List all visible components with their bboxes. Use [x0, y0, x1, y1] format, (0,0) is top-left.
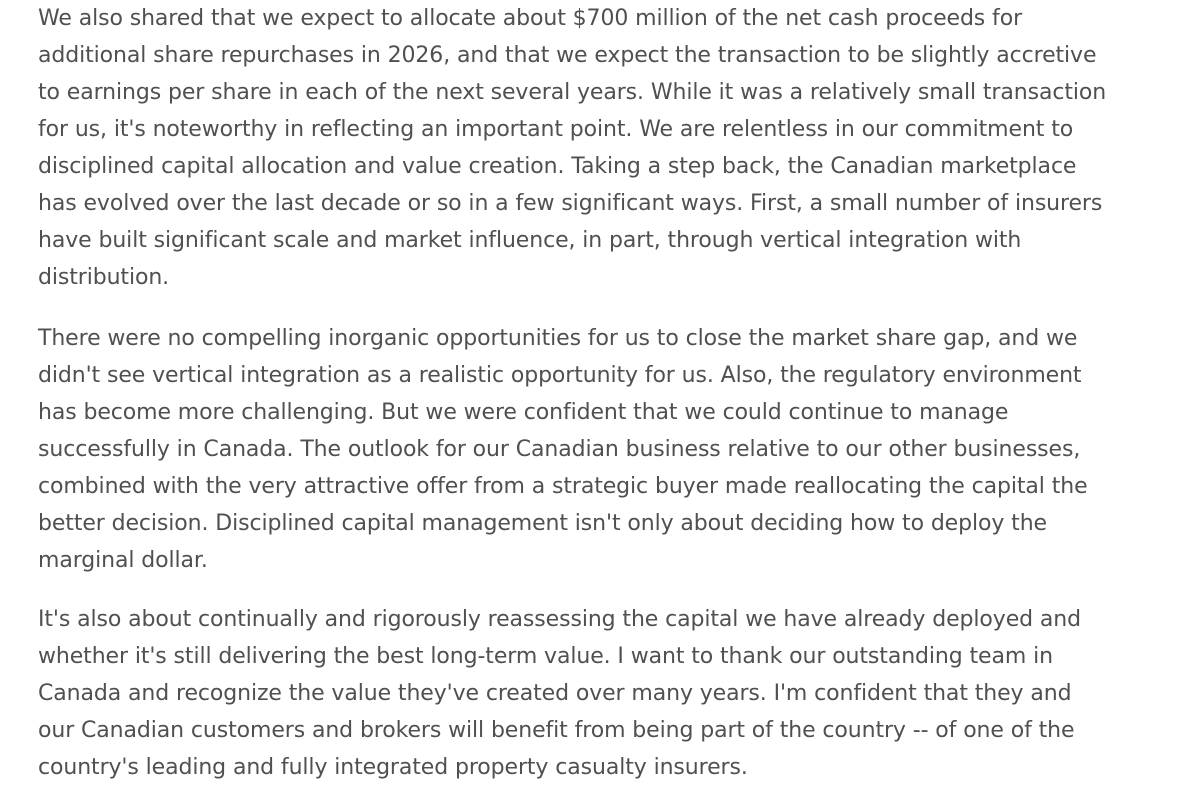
text-line: didn't see vertical integration as a realistic opportunity for us. Also, the regulatory environment — [38, 363, 1082, 388]
text-line: country's leading and fully integrated property casualty insurers. — [38, 755, 748, 780]
paragraph-2 — [38, 320, 1088, 579]
text-line: has become more challenging. But we were confident that we could continue to manage — [38, 400, 1009, 425]
text-line: additional share repurchases in 2026, and that we expect the transaction to be slightly accretive — [38, 43, 1097, 68]
text-line: Canada and recognize the value they've created over many years. I'm confident that they and — [38, 681, 1072, 706]
text-line: for us, it's noteworthy in reflecting an important point. We are relentless in our commitment to — [38, 117, 1074, 142]
text-line: combined with the very attractive offer from a strategic buyer made reallocating the capital the — [38, 474, 1088, 499]
text-line: has evolved over the last decade or so in a few significant ways. First, a small number of insurers — [38, 191, 1103, 216]
text-line: successfully in Canada. The outlook for our Canadian business relative to our other businesses, — [38, 437, 1081, 462]
paragraph-1 — [38, 0, 1106, 296]
text-line: to earnings per share in each of the next several years. While it was a relatively small transaction — [38, 80, 1107, 105]
text-line: better decision. Disciplined capital management isn't only about deciding how to deploy the — [38, 511, 1047, 536]
paragraph-3 — [38, 601, 1081, 786]
text-line: It's also about continually and rigorously reassessing the capital we have already deployed and — [38, 607, 1081, 632]
text-line: We also shared that we expect to allocate about $700 million of the net cash proceeds for — [38, 6, 1023, 31]
text-line: There were no compelling inorganic opportunities for us to close the market share gap, and we — [38, 326, 1078, 351]
text-line: marginal dollar. — [38, 548, 208, 573]
text-line: have built significant scale and market influence, in part, through vertical integration with — [38, 228, 1022, 253]
text-line: whether it's still delivering the best long-term value. I want to thank our outstanding team in — [38, 644, 1053, 669]
text-line: distribution. — [38, 265, 170, 290]
text-line: disciplined capital allocation and value creation. Taking a step back, the Canadian marketplace — [38, 154, 1077, 179]
text-line: our Canadian customers and brokers will benefit from being part of the country -- of one of the — [38, 718, 1075, 743]
